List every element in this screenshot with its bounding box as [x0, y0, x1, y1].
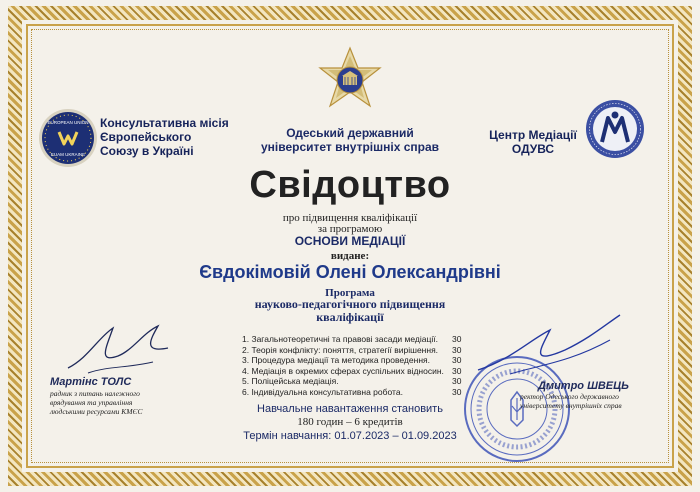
program-description-line: науково-педагогічного підвищення — [254, 297, 446, 311]
mediation-center-line: ОДУВС — [511, 142, 555, 156]
university-name — [240, 126, 460, 154]
program-description-line: кваліфікації — [316, 310, 384, 324]
eu-mission-logo-icon — [42, 112, 94, 164]
university-name-line: університет внутрішніх справ — [260, 140, 439, 154]
module-title: 4. Медіація в окремих сферах суспільних відносин. — [242, 365, 444, 376]
module-hours: 30 — [452, 344, 462, 355]
module-title: 1. Загальнотеоретичні та правові засади медіації. — [242, 334, 438, 344]
module-hours: 30 — [452, 355, 462, 366]
program-name: ОСНОВИ МЕДІАЦІЇ — [294, 234, 406, 248]
mediation-center-line: Центр Медіації — [489, 128, 577, 142]
module-hours: 30 — [452, 365, 462, 376]
right-signatory-role-line: ректор Одеського державного — [520, 392, 619, 401]
university-crest-icon — [314, 46, 386, 118]
left-signatory-role-line: людськими ресурсами КМЄС — [50, 407, 143, 416]
issued-label: видане: — [330, 250, 370, 262]
eu-logo-top-text: EUROPEAN UNION — [47, 120, 89, 125]
study-load: Навчальне навантаження становить — [257, 403, 443, 415]
program-description — [200, 298, 500, 324]
module-hours: 30 — [452, 386, 462, 397]
module-row — [242, 366, 472, 377]
subtitle-line: за програмою — [317, 223, 383, 235]
left-org-line: Союзу в Україні — [100, 144, 194, 158]
module-title: 6. Індивідуальна консультативна робота. — [242, 386, 403, 397]
program-label: Програма — [325, 287, 375, 299]
left-signatory-name: Мартінс ТОЛС — [50, 376, 132, 388]
module-list — [242, 334, 472, 398]
module-row — [242, 355, 472, 366]
module-row — [242, 387, 472, 398]
module-hours: 30 — [452, 334, 462, 344]
module-row — [242, 376, 472, 387]
right-signatory-name: Дмитро ШВЕЦЬ — [538, 380, 629, 392]
module-title: 5. Поліцейська медіація. — [242, 376, 339, 387]
mediation-center-logo-icon — [584, 98, 646, 160]
subtitle-line: про підвищення кваліфікації — [282, 212, 418, 224]
module-row — [242, 334, 472, 345]
right-signatory-role — [520, 392, 650, 410]
module-title: 3. Процедура медіації та методика проведення. — [242, 355, 430, 366]
recipient-name: Євдокімовій Олені Олександрівні — [199, 262, 501, 282]
left-signatory-role — [50, 389, 180, 416]
left-org-line: Європейського — [100, 130, 192, 144]
module-row — [242, 345, 472, 356]
module-hours: 30 — [452, 376, 462, 387]
eu-logo-bottom-text: EUAM UKRAINE — [50, 152, 86, 157]
mediation-center-name — [488, 128, 578, 156]
left-signatory-role-line: радник з питань належного — [50, 389, 140, 398]
left-org-line: Консультативна місія — [100, 116, 229, 130]
right-signatory-role-line: університету внутрішніх справ — [520, 401, 622, 410]
module-title: 2. Теорія конфлікту: поняття, стратегії вирішення. — [242, 344, 439, 355]
certificate-title: Свідоцтво — [249, 164, 451, 206]
left-org-name — [100, 116, 229, 158]
study-term: Термін навчання: 01.07.2023 – 01.09.2023 — [243, 430, 457, 442]
right-signature-icon — [470, 310, 630, 380]
left-signature-icon — [58, 318, 178, 380]
study-hours-credits: 180 годин – 6 кредитів — [297, 416, 403, 428]
left-signatory-role-line: врядування та управління — [50, 398, 133, 407]
university-name-line: Одеський державний — [286, 126, 414, 140]
